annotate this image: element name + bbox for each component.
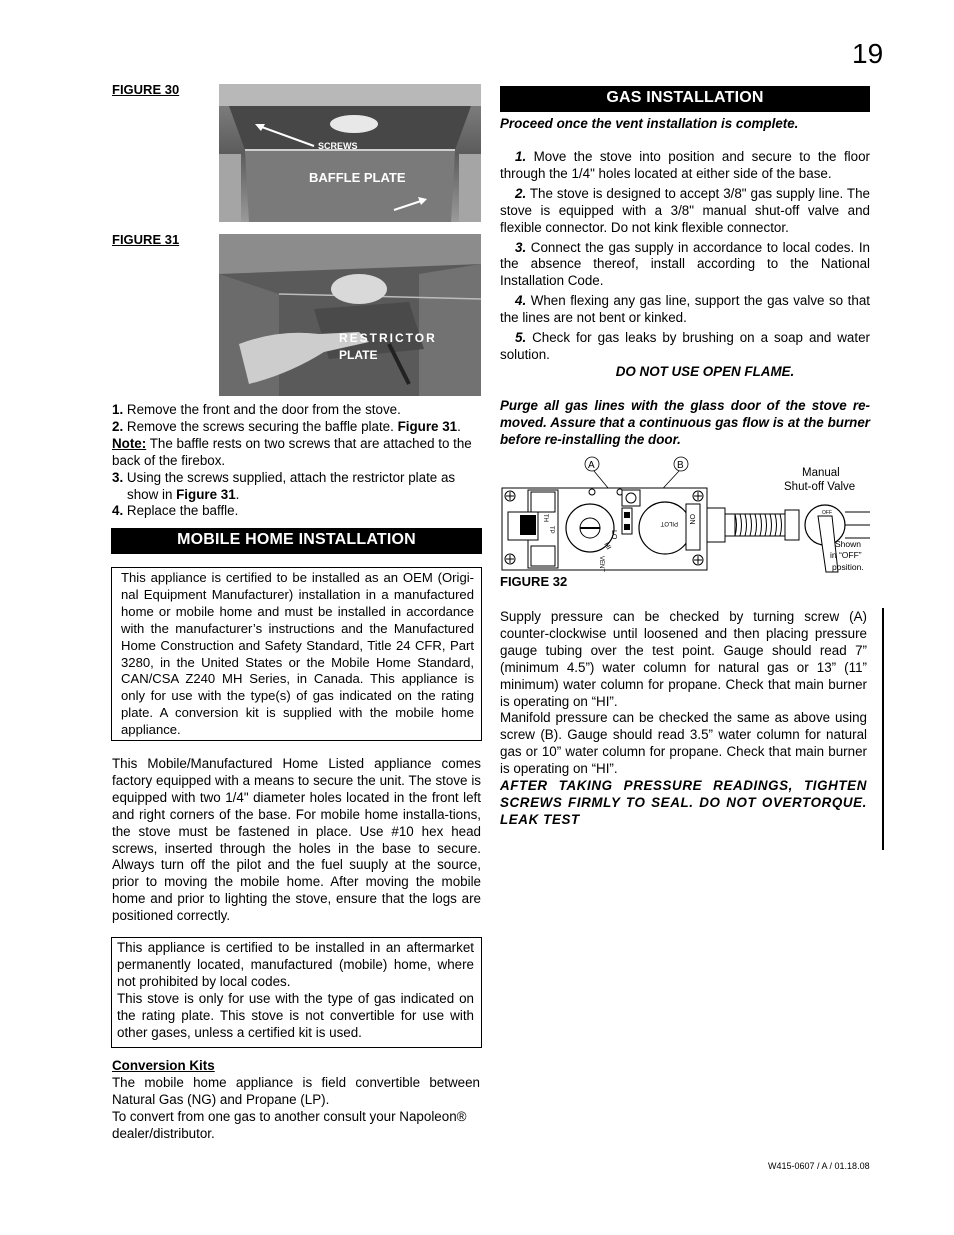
gas-steps xyxy=(500,149,870,381)
valve-off-label: OFF xyxy=(822,510,832,516)
aftermarket-text-1: This appliance is certified to be installed in an aftermarket permanently located, manufactured (mobile) home, where not prohibited by local codes. xyxy=(117,940,474,989)
open-flame-warning: DO NOT USE OPEN FLAME. xyxy=(615,363,795,379)
baffle-plate-photo xyxy=(219,84,481,222)
shown-label-3: position. xyxy=(832,562,864,572)
valve-lo-label: LO xyxy=(610,530,617,540)
manual-shutoff-label-2: Shut-off Valve xyxy=(784,481,856,493)
page-number: 19 xyxy=(852,38,884,69)
valve-pilot-label: PILOT xyxy=(660,520,678,526)
baffle-steps xyxy=(112,402,482,520)
valve-th-label: TH xyxy=(542,514,548,522)
aftermarket-certification-box xyxy=(111,937,482,1048)
figure-30-photo xyxy=(219,84,481,222)
mobile-home-heading: MOBILE HOME INSTALLATION xyxy=(111,528,482,554)
document-code: W415-0607 / A / 01.18.08 xyxy=(768,1161,870,1171)
screws-callout: SCREWS xyxy=(318,141,358,151)
callout-b: B xyxy=(677,460,684,471)
step-2: 2. Remove the screws securing the baffle plate. Figure 31. xyxy=(112,418,461,434)
revision-bar xyxy=(882,608,884,850)
figure-31-label: FIGURE 31 xyxy=(112,232,180,247)
figure-31-photo xyxy=(219,234,481,396)
valve-vent-label: VENT xyxy=(598,556,604,573)
gas-valve-diagram xyxy=(500,452,872,578)
gas-step-3: 3. Connect the gas supply in accordance to local codes. In the absence thereof, install according to the National Installation Code. xyxy=(500,239,870,289)
shown-label-2: in “OFF” xyxy=(830,550,862,560)
pressure-checks xyxy=(500,609,867,829)
aftermarket-text-2: This stove is only for use with the type of gas indicated on the rating plate. This stove is not convertible for use with other gases, unless a certified kit is used. xyxy=(117,990,474,1040)
manifold-pressure-text: Manifold pressure can be checked the same as above using screw (B). Gauge should read 3.5” water column for natural gas or 10” water column for propane. Check that main burner is operating on “HI”. xyxy=(500,710,867,777)
figure-30-label: FIGURE 30 xyxy=(112,82,180,97)
conversion-kits-section xyxy=(112,1058,480,1143)
mobile-home-paragraph: This Mobile/Manufactured Home Listed appliance comes factory equipped with a means to secure the unit. The stove is equipped with two 1/4" diameter holes located in the front left and right corners of the base. For mobile home installa-tions, the stove must be fastened in place. Use #10 hex head screws, inserted through the holes in the base to secure. Always turn off the pilot and the fuel suuply at the source, prior to moving the mobile home. After moving the mobile home and prior to lighting the stove, ensure that the logs are positioned correctly. xyxy=(112,756,481,924)
restrictor-plate-photo xyxy=(219,234,481,396)
gas-step-5: 5. Check for gas leaks by brushing on a soap and water solution. xyxy=(500,330,870,362)
step-3: 3. Using the screws supplied, attach the restrictor plate as show in Figure 31. xyxy=(112,469,456,502)
gas-step-4: 4. When flexing any gas line, support the gas valve so that the lines are not bent or kinked. xyxy=(500,293,870,326)
gas-step-1: 1. Move the stove into position and secure to the floor through the 1/4" holes located at either side of the base. xyxy=(500,149,870,181)
oem-certification-box: This appliance is certified to be installed as an OEM (Origi-nal Equipment Manufacturer) installation in a manufactured home or mobile home and must be installed in accordance with the manufacturer’s instructions and the Manufactured Home Construction and Safety Standard, Title 24 CFR, Part 3280, in the United States or the Mobile Home Standard, CAN/CSA Z240 MH Series, in Canada. This appliance is only for use with the type(s) of gas indicated on the rating plate. A conversion kit is supplied with the mobile home appliance. xyxy=(111,567,482,741)
gas-intro: Proceed once the vent installation is complete. xyxy=(500,116,799,131)
pressure-warning: AFTER TAKING PRESSURE READINGS, TIGHTEN SCREWS FIRMLY TO SEAL. DO NOT OVERTORQUE. LEAK TEST xyxy=(500,778,867,827)
supply-pressure-text: Supply pressure can be checked by turning screw (A) counter-clockwise until loosened and then placing pressure gauge tubing over the test point. Gauge should read 7” (minimum 4.5”) water column for natural gas or 13” (11” minimum) water column for propane. Check that main burner is operating on “HI”. xyxy=(500,609,867,709)
conversion-kits-heading: Conversion Kits xyxy=(112,1058,215,1073)
baffle-plate-callout: BAFFLE PLATE xyxy=(309,170,406,185)
baffle-note: Note: The baffle rests on two screws that are attached to the back of the firebox. xyxy=(112,435,472,468)
gas-step-2: 2. The stove is designed to accept 3/8" gas supply line. The stove is equipped with a 3/8" manual shut-off valve and flexible connector. Do not kink flexible connector. xyxy=(500,185,870,235)
manual-shutoff-label-1: Manual xyxy=(802,467,840,479)
figure-32-label: FIGURE 32 xyxy=(500,574,568,589)
conversion-kits-text-2: To convert from one gas to another consult your Napoleon® dealer/distributor. xyxy=(112,1108,467,1141)
restrictor-callout-2: PLATE xyxy=(339,348,378,362)
shown-label-1: Shown xyxy=(835,539,861,549)
purge-instructions: Purge all gas lines with the glass door of the stove re-moved. Assure that a continuous gas flow is at the burner before re-installing the door. xyxy=(500,398,870,447)
step-1: 1. Remove the front and the door from the stove. xyxy=(112,402,401,417)
callout-a: A xyxy=(588,460,595,471)
valve-on-label: ON xyxy=(688,514,695,525)
gas-installation-heading: GAS INSTALLATION xyxy=(500,86,870,112)
conversion-kits-text-1: The mobile home appliance is field convertible between Natural Gas (NG) and Propane (LP). xyxy=(112,1074,480,1107)
valve-tp-label: TP xyxy=(548,526,554,534)
valve-hi-label: HI xyxy=(602,541,612,552)
figure-32-diagram xyxy=(500,452,872,578)
step-4: 4. Replace the baffle. xyxy=(112,503,239,519)
restrictor-callout-1: RESTRICTOR xyxy=(339,331,437,345)
